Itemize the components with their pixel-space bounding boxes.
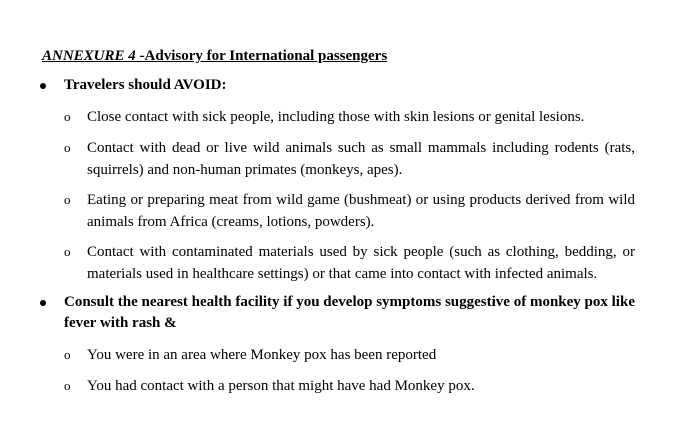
sub-bullet-marker: o (64, 244, 71, 259)
avoid-item-text: Close contact with sick people, including those with skin lesions or genital lesions. (87, 109, 585, 125)
bullet-marker (40, 300, 46, 306)
consult-item-text: You had contact with a person that might have had Monkey pox. (87, 378, 475, 394)
consult-item-text: You were in an area where Monkey pox has been reported (87, 347, 437, 363)
sub-bullet-marker: o (64, 378, 71, 393)
consult-section-title: Consult the nearest health facility if you develop symptoms suggestive of monkey pox like fever with rash & (64, 294, 635, 331)
avoid-item-text: Eating or preparing meat from wild game (bushmeat) or using products derived from wild animals from Africa (creams, lotions, powders). (87, 192, 635, 230)
annexure-label: ANNEXURE 4 (42, 48, 136, 64)
avoid-section-title: Travelers should AVOID: (64, 77, 227, 93)
avoid-item-text: Contact with contaminated materials used by sick people (such as clothing, bedding, or materials used in healthcare settings) or that came into contact with infected animals. (87, 244, 635, 282)
sub-bullet-marker: o (64, 347, 71, 362)
annexure-title: -Advisory for International passengers (135, 48, 388, 64)
avoid-item-text: Contact with dead or live wild animals such as small mammals including rodents (rats, squirrels) and non-human primates (monkeys, apes). (87, 140, 635, 178)
sub-bullet-marker: o (64, 109, 71, 124)
sub-bullet-marker: o (64, 192, 71, 207)
annexure-heading (42, 47, 387, 65)
sub-bullet-marker: o (64, 140, 71, 155)
bullet-marker (40, 83, 46, 89)
